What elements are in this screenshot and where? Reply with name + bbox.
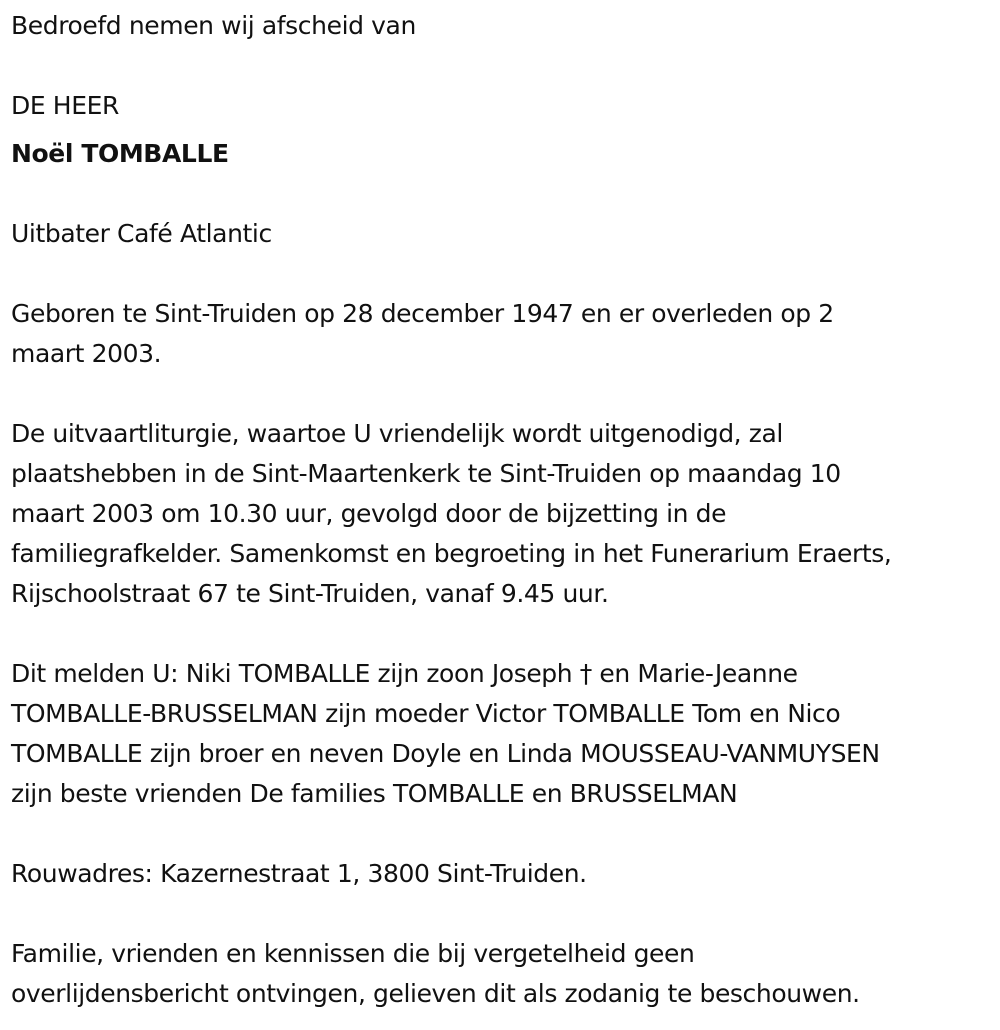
closing-line: overlijdensbericht ontvingen, gelieven dit als zodanig te beschouwen. [11,979,860,1008]
title-line: DE HEER [11,91,119,120]
closing-line: Familie, vrienden en kennissen die bij vergetelheid geen [11,939,695,968]
family-line: TOMBALLE zijn broer en neven Doyle en Linda MOUSSEAU-VANMUYSEN [11,739,880,768]
birth-line: maart 2003. [11,339,162,368]
spacer [11,374,991,414]
funeral-paragraph [11,414,991,614]
funeral-line: Rijschoolstraat 67 te Sint-Truiden, vanaf 9.45 uur. [11,579,609,608]
spacer [11,614,991,654]
funeral-line: plaatshebben in de Sint-Maartenkerk te Sint-Truiden op maandag 10 [11,459,841,488]
family-line: zijn beste vrienden De families TOMBALLE en BRUSSELMAN [11,779,738,808]
obituary-notice [11,0,991,1014]
deceased-name: Noël TOMBALLE [11,139,229,168]
spacer [11,894,991,934]
funeral-line: familiegrafkelder. Samenkomst en begroeting in het Funerarium Eraerts, [11,539,892,568]
funeral-line: maart 2003 om 10.30 uur, gevolgd door de bijzetting in de [11,499,727,528]
family-line: TOMBALLE-BRUSSELMAN zijn moeder Victor TOMBALLE Tom en Nico [11,699,841,728]
intro-line: Bedroefd nemen wij afscheid van [11,11,416,40]
occupation-line: Uitbater Café Atlantic [11,219,272,248]
family-line: Dit melden U: Niki TOMBALLE zijn zoon Joseph † en Marie-Jeanne [11,659,798,688]
closing-paragraph [11,934,991,1014]
spacer [11,40,991,86]
spacer [11,174,991,214]
spacer [11,254,991,294]
funeral-line: De uitvaartliturgie, waartoe U vriendelijk wordt uitgenodigd, zal [11,419,783,448]
birth-line: Geboren te Sint-Truiden op 28 december 1947 en er overleden op 2 [11,299,834,328]
birth-paragraph [11,294,991,374]
family-paragraph [11,654,991,814]
address-line: Rouwadres: Kazernestraat 1, 3800 Sint-Truiden. [11,859,587,888]
spacer [11,814,991,854]
